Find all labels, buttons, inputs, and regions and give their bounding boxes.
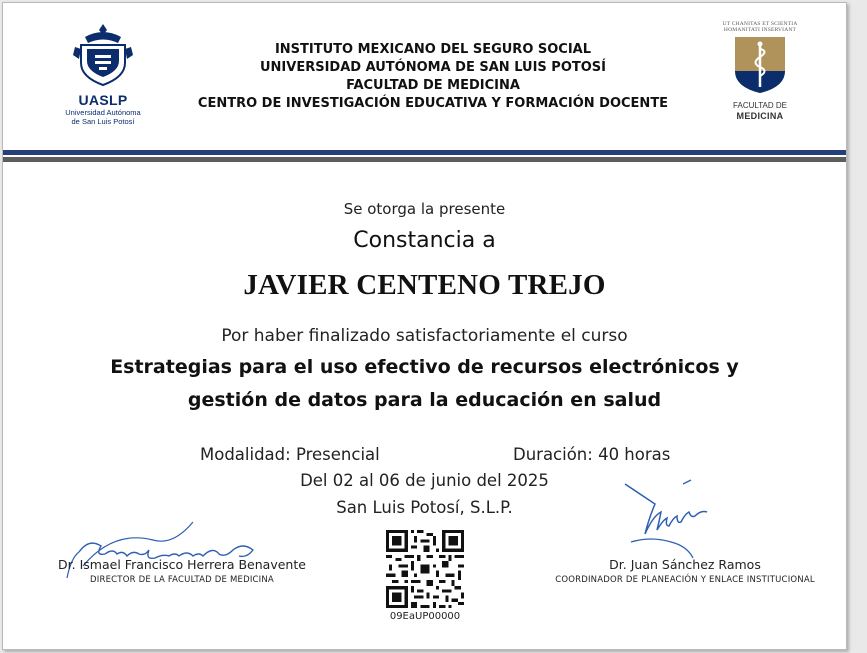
header-line-imss: INSTITUTO MEXICANO DEL SEGURO SOCIAL [274, 42, 592, 57]
award-title: Constancia a [353, 228, 496, 253]
uaslp-subtitle-2: de San Luis Potosí [71, 117, 135, 126]
facultad-label-line-2: MEDICINA [736, 111, 784, 121]
right-signatory-title: COORDINADOR DE PLANEACIÓN Y ENLACE INSTITUCIONAL [555, 575, 815, 585]
header-divider-gray [3, 157, 846, 162]
location-text: San Luis Potosí, S.L.P. [336, 498, 513, 517]
recipient-name: JAVIER CENTENO TREJO [243, 269, 606, 301]
left-signatory-title: DIRECTOR DE LA FACULTAD DE MEDICINA [90, 575, 274, 585]
facultad-label [720, 101, 800, 122]
course-title-line-2: gestión de datos para la educación en salud [187, 389, 662, 411]
dates-text: Del 02 al 06 de junio del 2025 [300, 471, 549, 490]
intro-text: Se otorga la presente [343, 200, 506, 218]
institution-header [153, 41, 713, 113]
reason-text: Por haber finalizado satisfactoriamente el curso [221, 326, 628, 346]
facultad-medicina-logo [720, 21, 800, 136]
uaslp-subtitle-1: Universidad Autónoma [65, 108, 141, 117]
motto-line-2: HOMANITATI INSERVIANT [723, 27, 797, 33]
uaslp-acronym: UASLP [78, 92, 128, 108]
qr-code-icon[interactable] [386, 530, 464, 608]
left-signatory-name: Dr. Ismael Francisco Herrera Benavente [58, 557, 306, 572]
uaslp-crest-icon [73, 21, 133, 87]
modality-text: Modalidad: Presencial [200, 445, 380, 464]
uaslp-logo [53, 21, 153, 133]
verification-folio: 09EaUP00000 [389, 611, 461, 622]
certificate-page [2, 2, 847, 650]
right-signatory-name: Dr. Juan Sánchez Ramos [609, 557, 761, 572]
course-title-line-1: Estrategias para el uso efectivo de recursos electrónicos y [110, 356, 739, 378]
right-signature-icon [619, 478, 729, 566]
header-line-uaslp: UNIVERSIDAD AUTÓNOMA DE SAN LUIS POTOSÍ [259, 60, 606, 75]
facultad-label-line-1: FACULTAD DE [733, 101, 787, 110]
motto-line-1: UT CHANITAS ET SCIENTIA [722, 21, 798, 27]
header-divider-blue [3, 150, 846, 155]
header-line-centro: CENTRO DE INVESTIGACIÓN EDUCATIVA Y FORMACIÓN DOCENTE [197, 96, 669, 111]
header-line-facultad: FACULTAD DE MEDICINA [346, 78, 520, 93]
medicine-shield-icon [731, 35, 789, 95]
course-title [3, 351, 846, 417]
duration-text: Duración: 40 horas [513, 445, 671, 464]
